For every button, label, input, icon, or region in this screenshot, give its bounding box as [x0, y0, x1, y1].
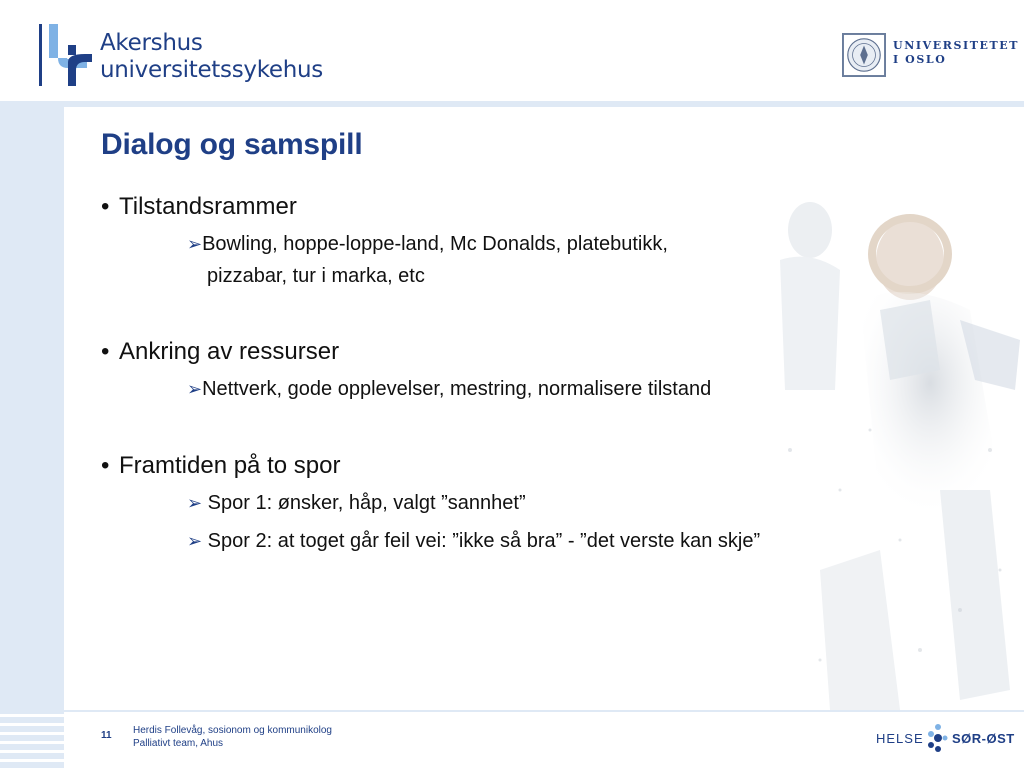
arrow-bullet-icon: ➢: [187, 493, 203, 513]
background-photo: [760, 190, 1024, 710]
footer-author-line1: Herdis Follevåg, sosionom og kommunikolog: [133, 725, 332, 736]
helse-logo-right: SØR-ØST: [952, 731, 1015, 746]
uio-name-line1: UNIVERSITETET: [893, 39, 1020, 52]
sub-bullet: [187, 228, 668, 260]
bullet-heading-text: Tilstandsrammer: [119, 193, 297, 220]
footer-author-line2: Palliativt team, Ahus: [133, 738, 224, 749]
bullet-heading-text: Framtiden på to spor: [119, 452, 341, 479]
sub-bullet-text: Spor 1: ønsker, håp, valgt ”sannhet”: [207, 492, 526, 514]
org-name: [100, 30, 323, 84]
uio-name-line2: I OSLO: [893, 53, 947, 66]
uio-seal-icon: [842, 33, 886, 77]
left-decor-strip: [0, 107, 64, 768]
arrow-bullet-icon: ➢: [187, 234, 203, 254]
bullet-heading-2: [101, 338, 339, 366]
bullet-heading-3: [101, 452, 340, 480]
bullet-heading-text: Ankring av ressurser: [119, 338, 340, 365]
sub-bullet-continuation: pizzabar, tur i marka, etc: [207, 265, 425, 287]
bullet-dot-icon: •: [101, 452, 110, 479]
bullet-dot-icon: •: [101, 338, 110, 365]
slide-title: Dialog og samspill: [101, 128, 363, 161]
sub-bullet-text: Nettverk, gode opplevelser, mestring, normalisere tilstand: [202, 378, 712, 400]
org-name-line1: Akershus: [100, 30, 203, 56]
sub-bullet: [187, 487, 526, 519]
org-name-line2: universitetssykehus: [100, 57, 323, 83]
sub-bullet-text: Spor 2: at toget går feil vei: ”ikke så bra” - ”det verste kan skje”: [207, 530, 761, 552]
sub-bullet-text: Bowling, hoppe-loppe-land, Mc Donalds, platebutikk,: [202, 233, 668, 255]
bullet-heading-1: [101, 193, 297, 221]
helse-logo: [876, 722, 1016, 754]
uio-name: [893, 39, 1019, 67]
helse-logo-left: HELSE: [876, 731, 924, 746]
arrow-bullet-icon: ➢: [187, 531, 203, 551]
uio-logo: [842, 33, 1020, 77]
footer-author: [133, 724, 332, 750]
sub-bullet: [187, 525, 760, 557]
page-number: 11: [101, 730, 112, 741]
sub-bullet: [187, 373, 711, 405]
helse-dots-icon: [925, 723, 951, 753]
arrow-bullet-icon: ➢: [187, 379, 203, 399]
left-decor-bands: [0, 708, 64, 768]
header-divider: [0, 101, 1024, 107]
bullet-dot-icon: •: [101, 193, 110, 220]
footer-divider: [64, 710, 1024, 712]
